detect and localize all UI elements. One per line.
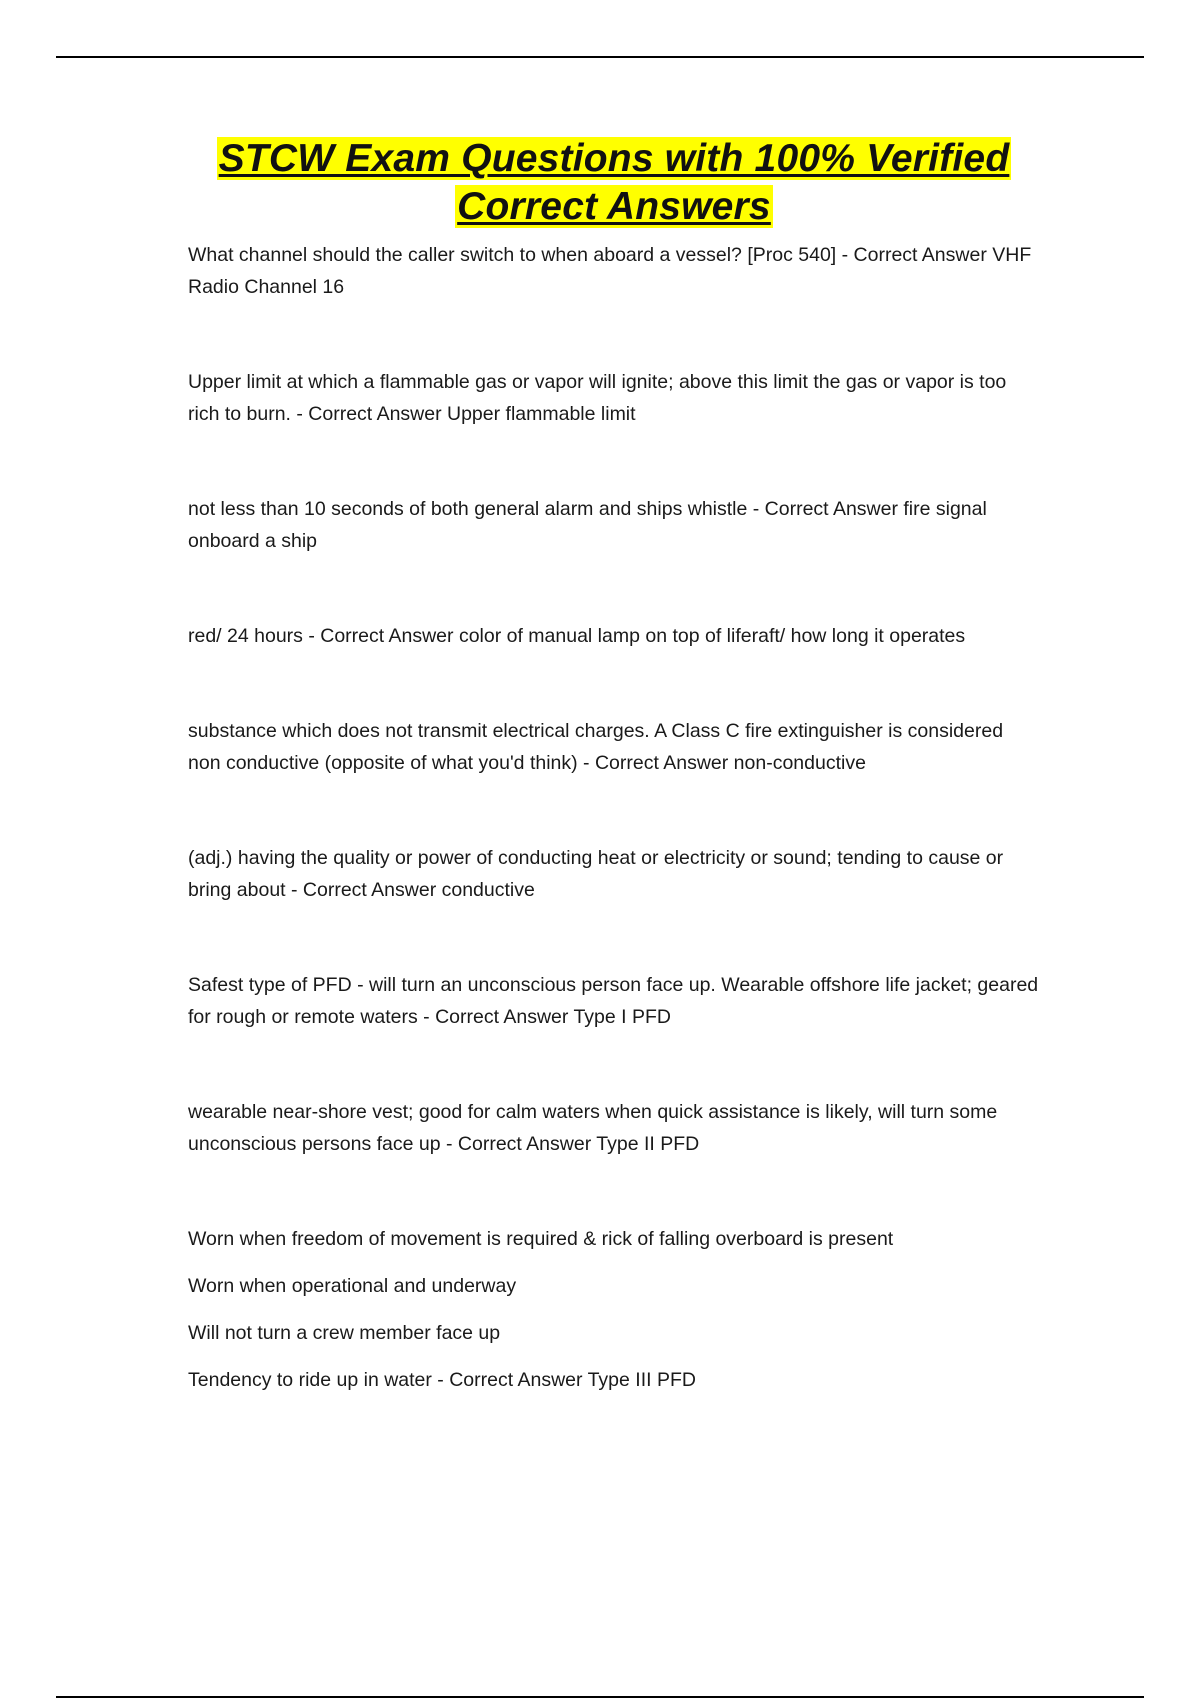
qa-entry: What channel should the caller switch to when aboard a vessel? [Proc 540] - Correct Answer VHF Radio Channel 16 xyxy=(188,244,1032,298)
qa-entry: not less than 10 seconds of both general alarm and ships whistle - Correct Answer fire signal onboard a ship xyxy=(188,498,987,552)
document-title-text: STCW Exam Questions with 100% Verified Correct Answers xyxy=(218,137,1010,228)
qa-entry: Upper limit at which a flammable gas or vapor will ignite; above this limit the gas or vapor is too rich to burn. - Correct Answer Upper flammable limit xyxy=(188,371,1007,425)
document-body xyxy=(188,135,1040,1396)
type-iii-line: Tendency to ride up in water - Correct Answer Type III PFD xyxy=(188,1369,696,1391)
type-iii-line: Will not turn a crew member face up xyxy=(188,1322,501,1344)
qa-entry: wearable near-shore vest; good for calm waters when quick assistance is likely, will turn some unconscious persons face up - Correct Answer Type II PFD xyxy=(188,1101,998,1155)
qa-entry: Safest type of PFD - will turn an unconscious person face up. Wearable offshore life jacket; geared for rough or remote waters - Correct Answer Type I PFD xyxy=(188,974,1039,1028)
document-title xyxy=(188,135,1040,231)
type-iii-line: Worn when freedom of movement is required & rick of falling overboard is present xyxy=(188,1228,894,1250)
qa-entry: red/ 24 hours - Correct Answer color of manual lamp on top of liferaft/ how long it operates xyxy=(188,625,966,647)
type-iii-line: Worn when operational and underway xyxy=(188,1275,517,1297)
top-rule xyxy=(56,56,1144,58)
qa-entry: substance which does not transmit electrical charges. A Class C fire extinguisher is considered non conductive (opposite of what you'd think) - Correct Answer non-conductive xyxy=(188,720,1004,774)
bottom-rule xyxy=(56,1696,1144,1698)
qa-entry: (adj.) having the quality or power of conducting heat or electricity or sound; tending to cause or bring about - Correct Answer conductive xyxy=(188,847,1004,901)
